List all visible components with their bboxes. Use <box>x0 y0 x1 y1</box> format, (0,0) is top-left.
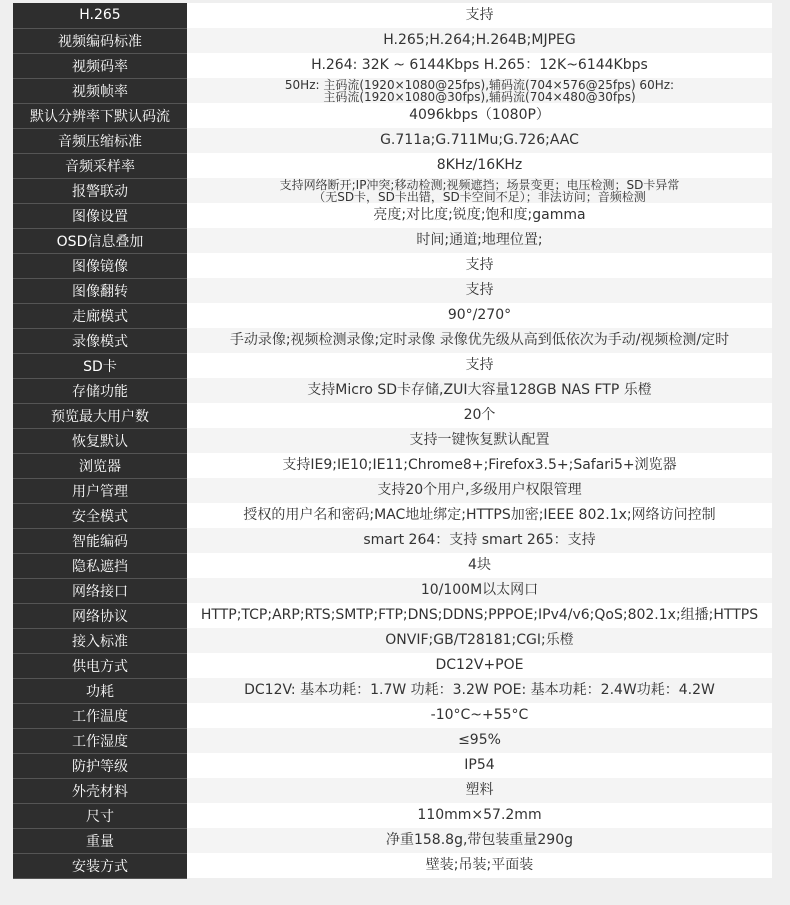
spec-value-line: 支持 <box>465 282 494 298</box>
spec-label: 用户管理 <box>13 478 187 503</box>
spec-value-line: 支持 <box>465 357 494 373</box>
spec-label: 预览最大用户数 <box>13 403 187 428</box>
spec-row <box>13 603 772 628</box>
spec-value <box>187 78 772 103</box>
spec-value-line: 支持20个用户,多级用户权限管理 <box>377 482 582 498</box>
spec-row <box>13 528 772 553</box>
spec-row <box>13 428 772 453</box>
spec-value <box>187 3 772 28</box>
spec-label: 浏览器 <box>13 453 187 478</box>
spec-value-line: IP54 <box>464 757 495 773</box>
spec-value <box>187 353 772 378</box>
spec-label: 安全模式 <box>13 503 187 528</box>
spec-row <box>13 3 772 28</box>
spec-value <box>187 478 772 503</box>
spec-label: 供电方式 <box>13 653 187 678</box>
spec-value <box>187 128 772 153</box>
spec-row <box>13 678 772 703</box>
spec-row <box>13 153 772 178</box>
spec-value <box>187 403 772 428</box>
spec-value <box>187 103 772 128</box>
spec-label: 外壳材料 <box>13 778 187 803</box>
spec-label: 音频压缩标准 <box>13 128 187 153</box>
spec-label: 默认分辨率下默认码流 <box>13 103 187 128</box>
spec-value-line: H.265;H.264;H.264B;MJPEG <box>383 32 576 48</box>
spec-label: 视频码率 <box>13 53 187 78</box>
spec-value-line: 4096kbps（1080P） <box>409 107 550 123</box>
spec-value <box>187 678 772 703</box>
spec-label: 防护等级 <box>13 753 187 778</box>
spec-row <box>13 303 772 328</box>
spec-value-line: 支持Micro SD卡存储,ZUI大容量128GB NAS FTP 乐橙 <box>307 382 652 398</box>
spec-row <box>13 178 772 203</box>
spec-value <box>187 228 772 253</box>
spec-value <box>187 803 772 828</box>
spec-label: 工作温度 <box>13 703 187 728</box>
spec-label: 视频帧率 <box>13 78 187 103</box>
spec-value-line: 50Hz: 主码流(1920×1080@25fps),辅码流(704×576@25fps) 60Hz: <box>284 77 675 92</box>
spec-row <box>13 653 772 678</box>
spec-value-line: DC12V+POE <box>435 657 524 673</box>
spec-value-line: 支持一键恢复默认配置 <box>409 432 550 448</box>
spec-row <box>13 353 772 378</box>
spec-label: 工作湿度 <box>13 728 187 753</box>
spec-value-line: 支持 <box>465 257 494 273</box>
spec-label: 图像翻转 <box>13 278 187 303</box>
spec-value <box>187 703 772 728</box>
spec-label: 智能编码 <box>13 528 187 553</box>
spec-value-line: -10°C~+55°C <box>430 707 529 723</box>
spec-row <box>13 203 772 228</box>
spec-value <box>187 278 772 303</box>
spec-value <box>187 778 772 803</box>
spec-value <box>187 28 772 53</box>
spec-row <box>13 378 772 403</box>
spec-label: H.265 <box>13 3 187 28</box>
spec-value <box>187 853 772 878</box>
spec-row <box>13 128 772 153</box>
spec-value-line: 支持网络断开;IP冲突;移动检测;视频遮挡；场景变更；电压检测；SD卡异常 <box>279 177 680 192</box>
spec-row <box>13 753 772 778</box>
spec-value <box>187 528 772 553</box>
spec-row <box>13 503 772 528</box>
spec-value-line: 壁装;吊装;平面装 <box>425 857 534 873</box>
spec-row <box>13 828 772 853</box>
spec-value <box>187 728 772 753</box>
spec-row <box>13 103 772 128</box>
spec-value-line: 4块 <box>468 557 491 573</box>
spec-label: SD卡 <box>13 353 187 378</box>
spec-value-line: （无SD卡，SD卡出错，SD卡空间不足）；非法访问；音频检测 <box>313 189 646 204</box>
spec-table-body <box>13 3 772 878</box>
spec-value-line: 10/100M以太网口 <box>420 582 539 598</box>
spec-row <box>13 578 772 603</box>
spec-label: 报警联动 <box>13 178 187 203</box>
spec-value <box>187 178 772 203</box>
spec-value-line: 支持IE9;IE10;IE11;Chrome8+;Firefox3.5+;Safari5+浏览器 <box>282 457 677 473</box>
spec-value <box>187 453 772 478</box>
spec-value-line: DC12V: 基本功耗：1.7W 功耗：3.2W POE: 基本功耗：2.4W功耗：4.2W <box>244 682 715 698</box>
spec-row <box>13 478 772 503</box>
spec-label: 隐私遮挡 <box>13 553 187 578</box>
spec-label: 重量 <box>13 828 187 853</box>
spec-value-line: smart 264：支持 smart 265：支持 <box>363 532 596 548</box>
spec-value <box>187 303 772 328</box>
spec-table <box>13 3 772 879</box>
spec-row <box>13 53 772 78</box>
spec-row <box>13 728 772 753</box>
spec-value <box>187 378 772 403</box>
spec-value-line: 20个 <box>463 407 496 423</box>
spec-value <box>187 628 772 653</box>
spec-value-line: 时间;通道;地理位置; <box>416 232 543 248</box>
spec-row <box>13 853 772 878</box>
spec-row <box>13 778 772 803</box>
spec-value-line: 110mm×57.2mm <box>417 807 542 823</box>
spec-value <box>187 203 772 228</box>
spec-value <box>187 603 772 628</box>
spec-row <box>13 553 772 578</box>
spec-row <box>13 803 772 828</box>
spec-label: 图像镜像 <box>13 253 187 278</box>
spec-label: 尺寸 <box>13 803 187 828</box>
spec-value <box>187 653 772 678</box>
spec-label: 音频采样率 <box>13 153 187 178</box>
spec-value-line: 授权的用户名和密码;MAC地址绑定;HTTPS加密;IEEE 802.1x;网络访问控制 <box>243 507 716 523</box>
spec-label: 网络接口 <box>13 578 187 603</box>
spec-value <box>187 553 772 578</box>
spec-label: 走廊模式 <box>13 303 187 328</box>
spec-value-line: 手动录像;视频检测录像;定时录像 录像优先级从高到低依次为手动/视频检测/定时 <box>229 332 730 348</box>
spec-row <box>13 278 772 303</box>
spec-label: 恢复默认 <box>13 428 187 453</box>
spec-label: 存储功能 <box>13 378 187 403</box>
spec-value-line: 亮度;对比度;锐度;饱和度;gamma <box>373 207 586 223</box>
spec-value-line: 8KHz/16KHz <box>436 157 523 173</box>
spec-value-line: HTTP;TCP;ARP;RTS;SMTP;FTP;DNS;DDNS;PPPOE;IPv4/v6;QoS;802.1x;组播;HTTPS <box>200 607 759 623</box>
spec-value <box>187 328 772 353</box>
spec-label: 视频编码标准 <box>13 28 187 53</box>
spec-row <box>13 28 772 53</box>
spec-value <box>187 53 772 78</box>
spec-value-line: H.264: 32K ~ 6144Kbps H.265：12K~6144Kbps <box>311 57 648 73</box>
spec-label: 功耗 <box>13 678 187 703</box>
spec-value <box>187 253 772 278</box>
spec-row <box>13 453 772 478</box>
spec-value-line: 塑料 <box>465 782 494 798</box>
spec-label: 网络协议 <box>13 603 187 628</box>
spec-value <box>187 578 772 603</box>
spec-value-line: 90°/270° <box>447 307 512 323</box>
spec-value <box>187 153 772 178</box>
spec-label: 图像设置 <box>13 203 187 228</box>
spec-label: 录像模式 <box>13 328 187 353</box>
spec-value-line: 主码流(1920×1080@30fps),辅码流(704×480@30fps) <box>323 89 636 104</box>
spec-label: 接入标准 <box>13 628 187 653</box>
spec-value <box>187 828 772 853</box>
spec-value-line: 净重158.8g,带包装重量290g <box>385 832 574 848</box>
spec-value <box>187 428 772 453</box>
spec-row <box>13 328 772 353</box>
spec-row <box>13 403 772 428</box>
spec-value <box>187 503 772 528</box>
spec-label: 安装方式 <box>13 853 187 878</box>
spec-row <box>13 78 772 103</box>
spec-value <box>187 753 772 778</box>
spec-row <box>13 703 772 728</box>
spec-row <box>13 253 772 278</box>
spec-value-line: ≤95% <box>458 732 501 748</box>
spec-value-line: 支持 <box>465 7 494 23</box>
spec-row <box>13 628 772 653</box>
spec-label: OSD信息叠加 <box>13 228 187 253</box>
spec-value-line: G.711a;G.711Mu;G.726;AAC <box>380 132 579 148</box>
spec-value-line: ONVIF;GB/T28181;CGI;乐橙 <box>385 632 574 648</box>
spec-row <box>13 228 772 253</box>
